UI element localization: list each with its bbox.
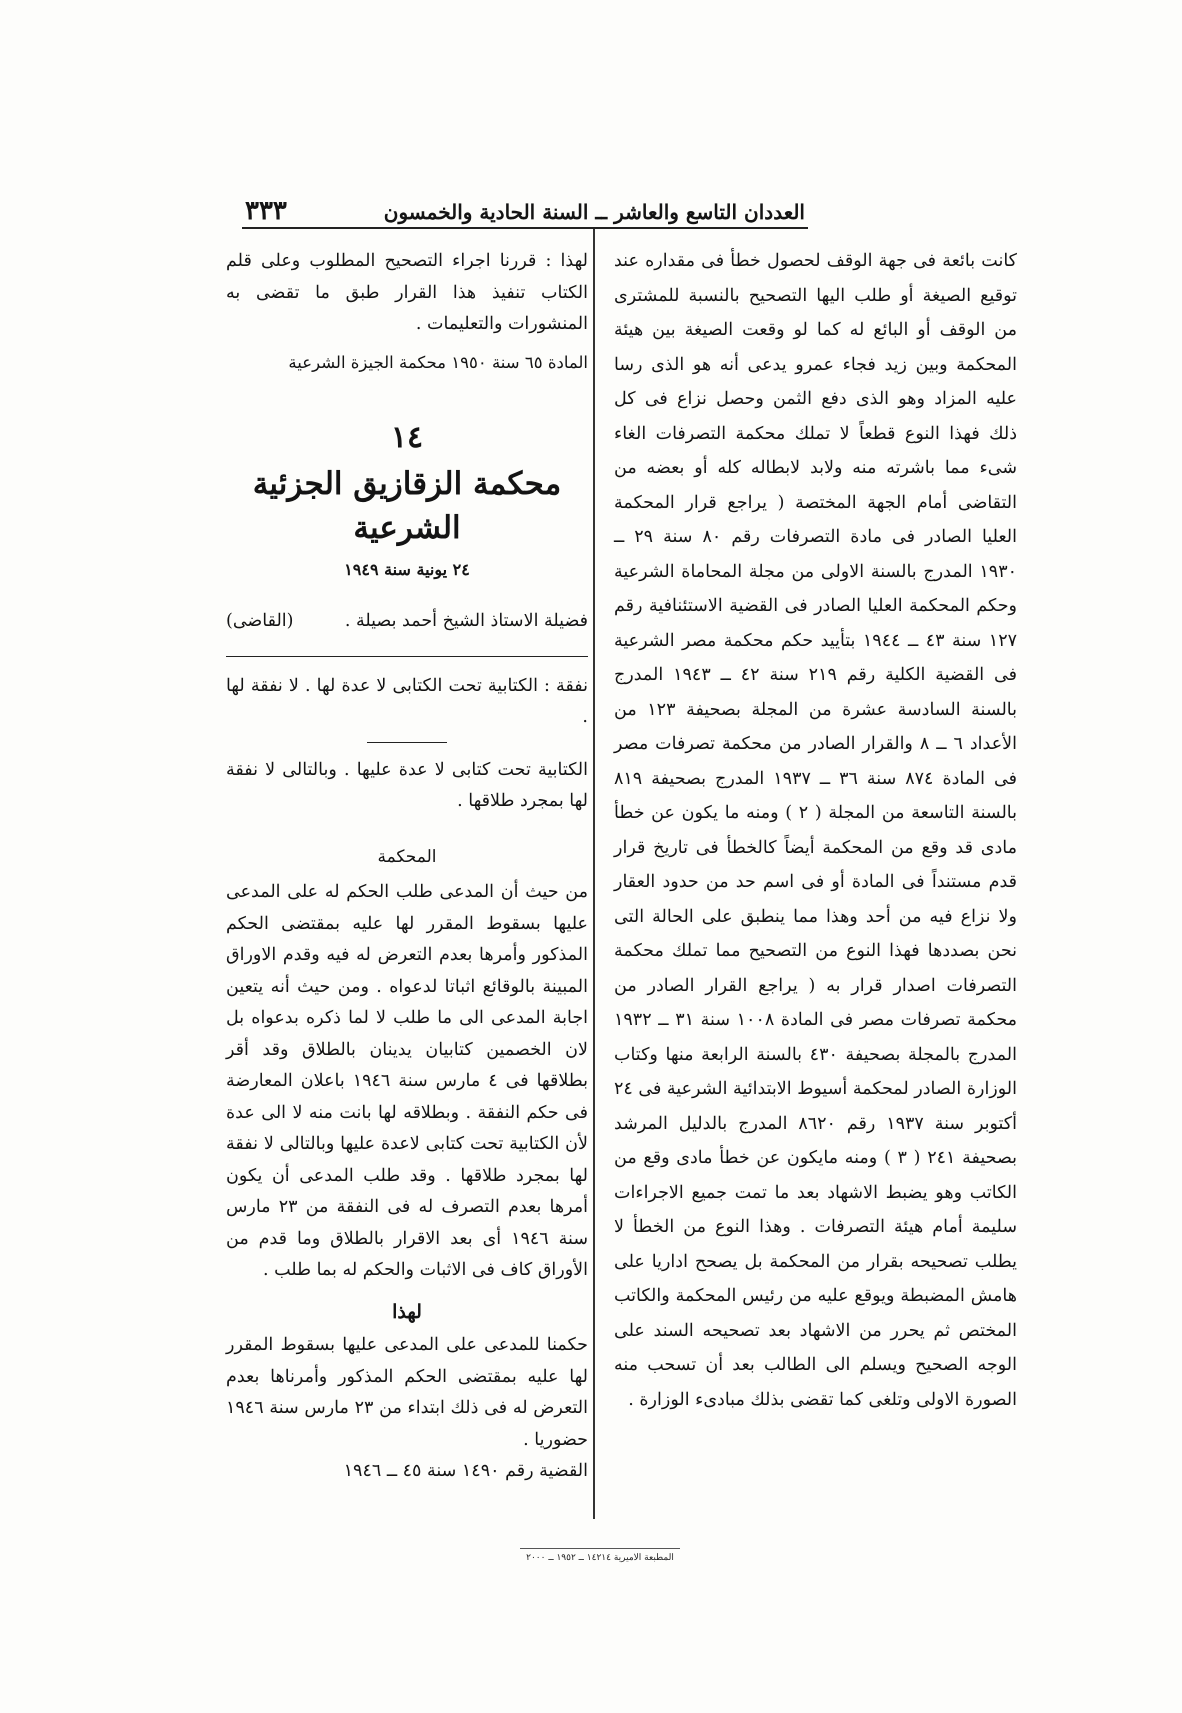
correction-paragraph: لهذا : قررنا اجراء التصحيح المطلوب وعلى قلم الكتاب تنفيذ هذا القرار طبق ما تقضى به المنشورات والتعليمات . bbox=[226, 251, 588, 334]
footer-rule bbox=[520, 1548, 680, 1549]
right-column-paragraph: كانت بائعة فى جهة الوقف لحصول خطأ فى مقداره عند توقيع الصيغة أو طلب اليها التصحيح بالنسبة للمشترى من الوقف أو البائع له كما لو وقعت الصيغة بين هيئة المحكمة وبين زيد فجاء عمرو يدعى أنه هو الذى رسا عليه المزاد وهو الذى دفع الثمن وحصل نزاع فى كل ذلك فهذا النوع قطعاً لا تملك محكمة التصرفات الغاء شىء مما باشرته منه ولابد لابطاله كله أو بعضه من التقاضى أمام الجهة المختصة ( يراجع قرار المحكمة العليا الصادر فى مادة التصرفات رقم ٨٠ سنة ٢٩ ــ ١٩٣٠ المدرج بالسنة الاولى من مجلة المحاماة الشرعية وحكم المحكمة العليا الصادر فى القضية الاستئنافية رقم ١٢٧ سنة ٤٣ ــ ١٩٤٤ بتأييد حكم محكمة مصر الشرعية فى القضية الكلية رقم ٢١٩ سنة ٤٢ ــ ١٩٤٣ المدرج بالسنة السادسة عشرة من المجلة بصحيفة ١٢٣ من الأعداد ٦ ــ ٨ والقرار الصادر من محكمة تصرفات مصر فى المادة ٨٧٤ سنة ٣٦ ــ ١٩٣٧ المدرج بصحيفة ٨١٩ بالسنة التاسعة من المجلة ( ٢ ) ومنه ما يكون عن خطأ مادى قد وقع من المحكمة أيضاً كالخطأ فى تاريخ قرار قدم مستنداً فى المادة أو فى اسم حد من حدود العقار ولا نزاع فيه من أحد وهذا مما ينطبق على الحالة التى نحن بصددها فهذا النوع من التصحيح مما تملك محكمة التصرفات اصدار قرار به ( يراجع القرار الصادر من محكمة تصرفات مصر فى المادة ١٠٠٨ سنة ٣١ ــ ١٩٣٢ المدرج بالمجلة بصحيفة ٤٣٠ بالسنة الرابعة منها وكتاب الوزارة الصادر لمحكمة أسيوط الابتدائية الشرعية فى ٢٤ أكتوبر سنة ١٩٣٧ رقم ٨٦٢٠ المدرج بالدليل المرشد بصحيفة ٢٤١ ( ٣ ) ومنه مايكون عن خطأ مادى وقع من الكاتب وهو يضبط الاشهاد بعد ما تمت جميع الاجراءات سليمة أمام هيئة التصرفات . وهذا النوع من الخطأ لا يطلب تصحيحه بقرار من المحكمة بل يصحح اداريا على هامش المضبطة ويوقع عليه من رئيس المحكمة والكاتب المختص ثم يحرر من الاشهاد بعد تصحيحه السند على الوجه الصحيح ويسلم الى الطالب بعد أن تسحب منه الصورة الاولى وتلغى كما تقضى بذلك مبادىء الوزارة . bbox=[614, 251, 1018, 1410]
column-divider bbox=[593, 229, 595, 1519]
judge-title: (القاضى) bbox=[226, 611, 294, 631]
page-header bbox=[245, 180, 805, 224]
printer-imprint: المطبعة الاميرية ١٤٢١٤ ــ ١٩٥٢ ــ ٢٠٠٠ bbox=[526, 1553, 674, 1563]
left-column bbox=[226, 246, 588, 1488]
header-rule bbox=[242, 227, 808, 229]
court-heading: المحكمة bbox=[377, 846, 437, 867]
short-separator bbox=[367, 742, 447, 743]
ruling-case-number: القضية رقم ١٤٩٠ سنة ٤٥ ــ ١٩٤٦ bbox=[343, 1461, 588, 1481]
decision-date: ٢٤ يونية سنة ١٩٤٩ bbox=[344, 560, 470, 579]
ruling-paragraph: حكمنا للمدعى على المدعى عليها بسقوط المقرر لها عليه بمقتضى الحكم المذكور وأمرناها بعدم التعرض له فى ذلك ابتداء من ٢٣ مارس سنة ١٩٤٦ حضوريا . bbox=[226, 1335, 588, 1450]
judge-line bbox=[226, 606, 588, 638]
judge-name: فضيلة الاستاذ الشيخ أحمد بصيلة . bbox=[344, 611, 588, 631]
ruling-heading: لهذا bbox=[392, 1300, 422, 1323]
right-column bbox=[614, 244, 1017, 1417]
legal-principle: الكتابية تحت كتابى لا عدة عليها . وبالتالى لا نفقة لها بمجرد طلاقها . bbox=[226, 759, 588, 811]
case-reference: المادة ٦٥ سنة ١٩٥٠ محكمة الجيزة الشرعية bbox=[288, 352, 588, 372]
page-number: ٣٣٣ bbox=[245, 196, 287, 226]
case-summary: نفقة : الكتابية تحت الكتابى لا عدة لها . لا نفقة لها . bbox=[226, 675, 588, 727]
court-name: محكمة الزقازيق الجزئية الشرعية bbox=[252, 466, 562, 546]
running-head: العددان التاسع والعاشر ــ السنة الحادية والخمسون bbox=[383, 200, 805, 224]
case-number: ١٤ bbox=[390, 420, 424, 455]
separator-rule bbox=[226, 656, 588, 657]
reasoning-paragraph: من حيث أن المدعى طلب الحكم له على المدعى عليها بسقوط المقرر لها عليه بمقتضى الحكم المذكور وأمرها بعدم التعرض له فيه وقدم الاوراق المبينة بالوقائع اثباتا لدعواه . ومن حيث أنه يتعين اجابة المدعى الى ما طلب لا لما ذكره بدعواه بل لان الخصمين كتابيان يدينان بالطلاق وقد أقر بطلاقها فى ٤ مارس سنة ١٩٤٦ باعلان المعارضة فى حكم النفقة . وبطلاقه لها بانت منه لا الى عدة لأن الكتابية تحت كتابى لاعدة عليها وبالتالى لا نفقة لها بمجرد طلاقها . وقد طلب المدعى أن يكون أمرها بعدم التصرف له فى النفقة من ٢٣ مارس سنة ١٩٤٦ أى بعد الاقرار بالطلاق وما قدم من الأوراق كاف فى الاثبات والحكم له بما طلب . bbox=[226, 882, 589, 1280]
